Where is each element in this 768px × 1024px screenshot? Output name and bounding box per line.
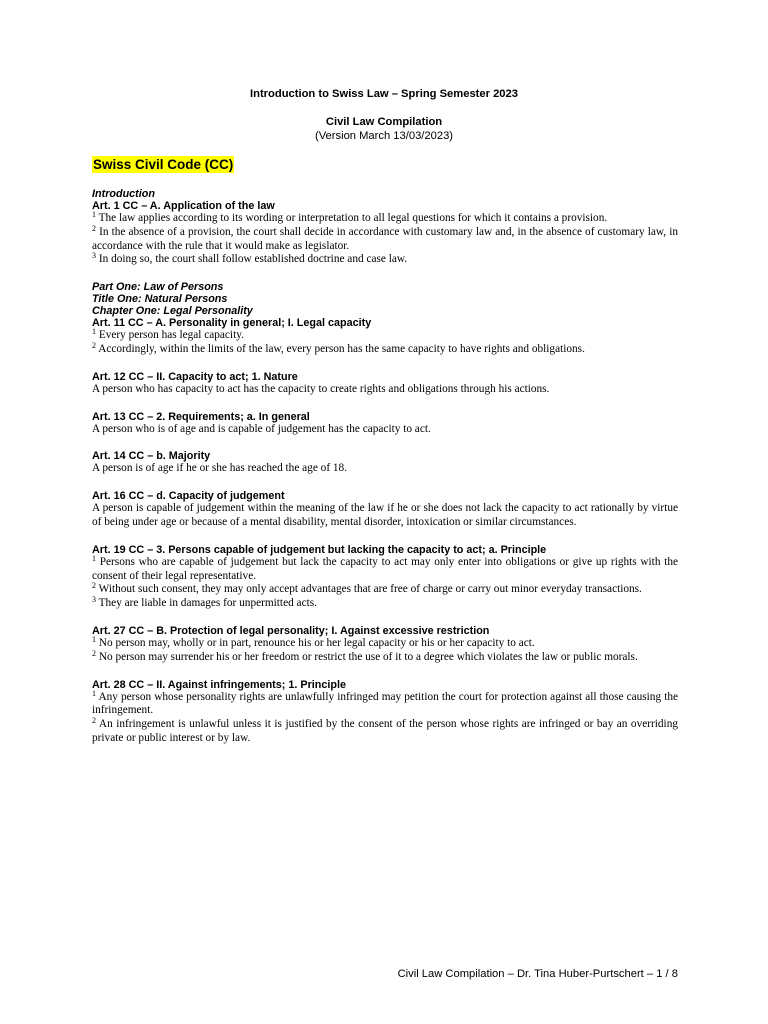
paragraph: $^2$ Without such consent, they may only accept advantages that are free of charge or carry out minor everyday transactions. (92, 581, 642, 596)
article-heading: Art. 27 CC – B. Protection of legal personality; I. Against excessive restriction (92, 624, 490, 637)
section-art-14 (92, 450, 678, 476)
article-heading: Art. 28 CC – II. Against infringements; 1. Principle (92, 678, 346, 691)
paragraph: $^3$ They are liable in damages for unpermitted acts. (92, 595, 317, 610)
chapter-heading: Chapter One: Legal Personality (92, 305, 253, 318)
paragraph: $^2$ An infringement is unlawful unless it is justified by the consent of the person whose rights are infringed or bay an overriding private or public interest or by law. (92, 716, 678, 744)
article-heading: Art. 1 CC – A. Application of the law (92, 200, 275, 212)
paragraph: $^2$ Accordingly, within the limits of the law, every person has the same capacity to have rights and obligations. (92, 340, 585, 355)
code-title: Swiss Civil Code (CC) (93, 157, 234, 172)
part-heading: Part One: Law of Persons (92, 281, 224, 294)
paragraph: A person who has capacity to act has the capacity to create rights and obligations through his actions. (92, 382, 550, 395)
section-art-13 (92, 411, 678, 437)
article-heading: Art. 11 CC – A. Personality in general; I. Legal capacity (92, 317, 372, 330)
document-body (92, 156, 678, 760)
paragraph: $^1$ Every person has legal capacity. (92, 327, 244, 342)
section-art-16 (92, 490, 678, 530)
section-art-1 (92, 188, 678, 267)
paragraph: $^1$ Any person whose personality rights are unlawfully infringed may petition the court for protection against all those causing the infringement. (92, 688, 678, 717)
paragraph: $^1$ No person may, wholly or in part, renounce his or her legal capacity or his or her capacity to act. (92, 634, 535, 649)
article-heading: Art. 16 CC – d. Capacity of judgement (92, 490, 285, 503)
article-heading: Art. 19 CC – 3. Persons capable of judgement but lacking the capacity to act; a. Principle (92, 543, 547, 556)
title-heading: Title One: Natural Persons (92, 293, 228, 306)
article-heading: Art. 13 CC – 2. Requirements; a. In general (92, 410, 310, 423)
introduction-heading: Introduction (92, 188, 155, 200)
version-line: (Version March 13/03/2023) (314, 130, 454, 142)
paragraph: $^1$ The law applies according to its wording or interpretation to all legal questions for which it contains a provision. (92, 210, 608, 224)
section-art-28 (92, 679, 678, 746)
section-art-11 (92, 281, 678, 357)
paragraph: $^2$ No person may surrender his or her freedom or restrict the use of it to a degree which violates the law or public morals. (92, 648, 638, 663)
section-art-27 (92, 625, 678, 665)
section-art-19 (92, 544, 678, 611)
article-heading: Art. 14 CC – b. Majority (92, 450, 211, 463)
paragraph: A person who is of age and is capable of judgement has the capacity to act. (92, 422, 431, 435)
paragraph: $^3$ In doing so, the court shall follow established doctrine and case law. (92, 251, 408, 266)
paragraph: A person is capable of judgement within the meaning of the law if he or she does not lack the capacity to act rationally by virtue of being under age or because of a mental disability, mental disorder, intoxication or similar circumstances. (92, 502, 678, 528)
section-art-12 (92, 371, 678, 397)
paragraph: $^2$ In the absence of a provision, the court shall decide in accordance with customary law and, in the absence of customary law, in accordance with the rule that it would make as legislator. (92, 223, 678, 252)
paragraph: A person is of age if he or she has reached the age of 18. (92, 462, 348, 475)
article-heading: Art. 12 CC – II. Capacity to act; 1. Nature (92, 370, 298, 383)
paragraph: $^1$ Persons who are capable of judgement but lack the capacity to act may only enter into obligations or give up rights with the consent of their legal representative. (92, 553, 679, 582)
course-title: Introduction to Swiss Law – Spring Semester 2023 (250, 88, 518, 100)
page-footer: Civil Law Compilation – Dr. Tina Huber-Purtschert – 1 / 8 (397, 968, 678, 980)
compilation-title: Civil Law Compilation (325, 116, 443, 128)
